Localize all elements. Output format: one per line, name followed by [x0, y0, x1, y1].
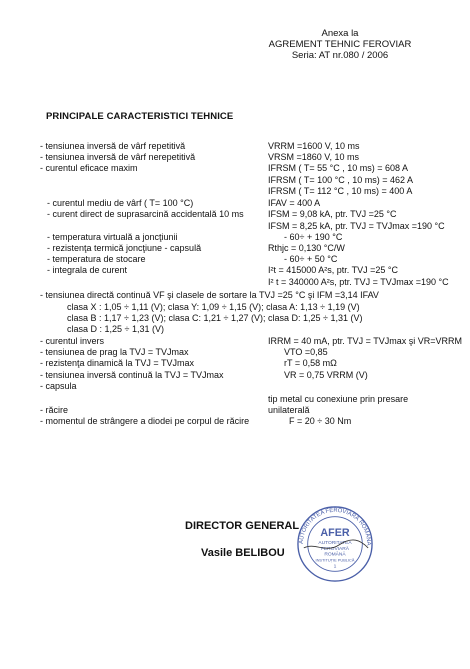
spec-label: - capsula	[40, 381, 77, 391]
signatory-title: DIRECTOR GENERAL	[185, 520, 300, 532]
spec-value: - 60÷ + 190 °C	[284, 232, 343, 242]
stamp-afer-text: AFER	[320, 527, 350, 540]
stamp-ring-text: AUTORITATEA FEROVIARĂ ROMÂNĂ	[298, 507, 372, 546]
torque-label: - momentul de strângere a diodei pe corpul de răcire	[40, 416, 250, 426]
spec-label: - temperatura de stocare	[47, 254, 146, 264]
spec-label: - tensiunea inversă de vârf repetitivă	[40, 141, 186, 151]
spec-label: - rezistenţa dinamică la TVJ = TVJmax	[40, 358, 194, 368]
spec-value: VTO =0,85	[284, 347, 328, 357]
stamp-line-2: FEROVIARĂ	[320, 546, 350, 552]
spec-value: VRSM =1860 V, 10 ms	[268, 152, 359, 162]
spec-value: I² t = 340000 A²s, ptr. TVJ = TVJmax =190 °C	[268, 277, 449, 287]
spec-value: - 60÷ + 50 °C	[284, 254, 338, 264]
vf-classes-2: clasa B : 1,17 ÷ 1,23 (V); clasa C: 1,21 ÷ 1,27 (V); clasa D: 1,25 ÷ 1,31 (V)	[67, 313, 363, 323]
torque-value: F = 20 ÷ 30 Nm	[289, 416, 352, 426]
spec-label: - temperatura virtuală a joncţiunii	[47, 232, 178, 242]
spec-value: rT = 0,58 mΩ	[284, 358, 337, 368]
capsule-type-2: unilaterală	[268, 405, 310, 415]
spec-value: VRRM =1600 V, 10 ms	[268, 141, 360, 151]
spec-value: IFSM = 8,25 kA, ptr. TVJ = TVJmax =190 °C	[268, 221, 445, 231]
section-title: PRINCIPALE CARACTERISTICI TEHNICE	[46, 111, 234, 122]
spec-label: - tensiunea de prag la TVJ = TVJmax	[40, 347, 189, 357]
signatory-name: Vasile BELIBOU	[201, 547, 285, 559]
spec-value: VR = 0,75 VRRM (V)	[284, 370, 368, 380]
spec-value: IFRSM ( T= 100 °C , 10 ms) = 462 A	[268, 175, 413, 185]
spec-value: I²t = 415000 A²s, ptr. TVJ =25 °C	[268, 265, 399, 275]
stamp-line-1: AUTORITATEA	[318, 541, 352, 546]
stamp-line-5: 1	[333, 564, 337, 570]
spec-label: - integrala de curent	[47, 265, 128, 275]
annex-line-1: Anexa la	[321, 28, 359, 39]
vf-classes-3: clasa D : 1,25 ÷ 1,31 (V)	[67, 324, 164, 334]
spec-value: IRRM = 40 mA, ptr. TVJ = TVJmax şi VR=VRRM	[268, 336, 462, 346]
spec-value: IFRSM ( T= 55 °C , 10 ms) = 608 A	[268, 163, 408, 173]
vf-classes-1: clasa X : 1,05 ÷ 1,11 (V); clasa Y: 1,09 ÷ 1,15 (V); clasa A: 1,13 ÷ 1,19 (V)	[67, 302, 360, 312]
spec-label: - curentul mediu de vârf ( T= 100 °C)	[47, 198, 194, 208]
spec-label: - curent direct de suprasarcină accidentală 10 ms	[47, 209, 244, 219]
spec-label: - tensiunea inversă continuă la TVJ = TVJmax	[40, 370, 224, 380]
spec-label: - curentul eficace maxim	[40, 163, 138, 173]
annex-line-3: Seria: AT nr.080 / 2006	[291, 50, 389, 61]
cooling-label: - răcire	[40, 405, 69, 415]
spec-value: IFAV = 400 A	[268, 198, 321, 208]
annex-line-2: AGREMENT TEHNIC FEROVIAR	[268, 39, 412, 50]
spec-label: - tensiunea inversă de vârf nerepetitivă	[40, 152, 196, 162]
annex-header	[250, 28, 430, 61]
spec-label: - rezistenţa termică joncţiune - capsulă	[47, 243, 202, 253]
afer-stamp	[296, 505, 374, 583]
spec-value: IFRSM ( T= 112 °C , 10 ms) = 400 A	[268, 186, 413, 196]
capsule-type: tip metal cu conexiune prin presare	[268, 394, 409, 404]
vf-line: - tensiunea directă continuă VF şi clasele de sortare la TVJ =25 °C şi IFM =3,14 IFAV	[40, 290, 379, 300]
spec-value: IFSM = 9,08 kA, ptr. TVJ =25 °C	[268, 209, 397, 219]
spec-value: Rthjc = 0,130 °C/W	[268, 243, 345, 253]
spec-label: - curentul invers	[40, 336, 105, 346]
stamp-line-3: ROMÂNĂ	[324, 552, 346, 558]
stamp-line-4: INSTITUȚIE PUBLICĂ	[315, 557, 355, 563]
